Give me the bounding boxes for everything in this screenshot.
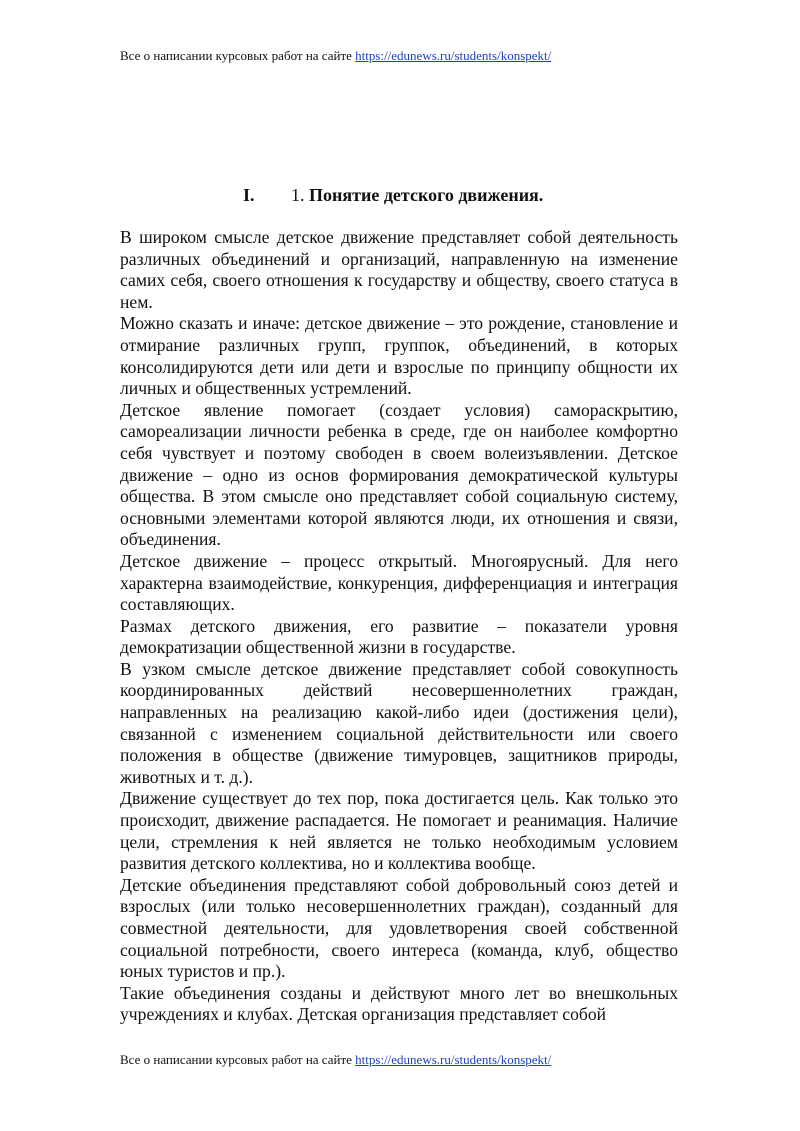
page-footer (120, 1052, 551, 1068)
footer-text: Все о написании курсовых работ на сайте (120, 1052, 356, 1067)
heading-number: 1. (291, 185, 309, 205)
paragraph: Детские объединения представляют собой добровольный союз детей и взрослых (или только несовершеннолетних граждан), созданный для совместной деятельности, для удовлетворения своей собственной социальной потребности, своего интереса (команда, клуб, общество юных туристов и пр.). (120, 874, 678, 982)
header-text: Все о написании курсовых работ на сайте (120, 48, 356, 63)
footer-link[interactable]: https://edunews.ru/students/konspekt/ (355, 1052, 552, 1067)
header-link[interactable]: https://edunews.ru/students/konspekt/ (355, 48, 552, 63)
paragraph: Движение существует до тех пор, пока достигается цель. Как только это происходит, движение распадается. Не помогает и реанимация. Наличие цели, стремления к ней является не только необходимым условием развития детского коллектива, но и коллектива вообще. (120, 788, 678, 874)
paragraph: Детское явление помогает (создает условия) самораскрытию, самореализации личности ребенка в среде, где он наиболее комфортно себя чувствует и поэтому свободен в своем волеизъявлении. Детское движение – одно из основ формирования демократической культуры общества. В этом смысле оно представляет собой социальную систему, основными элементами которой являются люди, их отношения и связи, объединения. (120, 399, 678, 550)
heading-roman-numeral: I. (243, 185, 255, 205)
page-header (120, 48, 551, 64)
heading-title: Понятие детского движения. (309, 185, 544, 205)
paragraph: В широком смысле детское движение представляет собой деятельность различных объединений и организаций, направленную на изменение самих себя, своего отношения к государству и обществу, своего статуса в нем. (120, 227, 678, 312)
paragraph: Размах детского движения, его развитие – показатели уровня демократизации общественной жизни в государстве. (120, 615, 678, 658)
paragraph: В узком смысле детское движение представляет собой совокупность координированных действий несовершеннолетних граждан, направленных на реализацию какой-либо идеи (достижения цели), связанной с изменением социальной действительности или своего положения в обществе (движение тимуровцев, защитников природы, животных и т. д.). (120, 658, 678, 787)
paragraph: Можно сказать и иначе: детское движение – это рождение, становление и отмирание различных групп, группок, объединений, в которых консолидируются дети или дети и взрослые по принципу общности их личных и общественных устремлений. (120, 313, 678, 399)
paragraph: Такие объединения созданы и действуют много лет во внешкольных учреждениях и клубах. Детская организация представляет собой (120, 982, 678, 1025)
section-heading (243, 184, 543, 206)
paragraph: Детское движение – процесс открытый. Многоярусный. Для него характерна взаимодействие, конкуренция, дифференциация и интеграция составляющих. (120, 550, 678, 615)
body-text (120, 227, 678, 1026)
